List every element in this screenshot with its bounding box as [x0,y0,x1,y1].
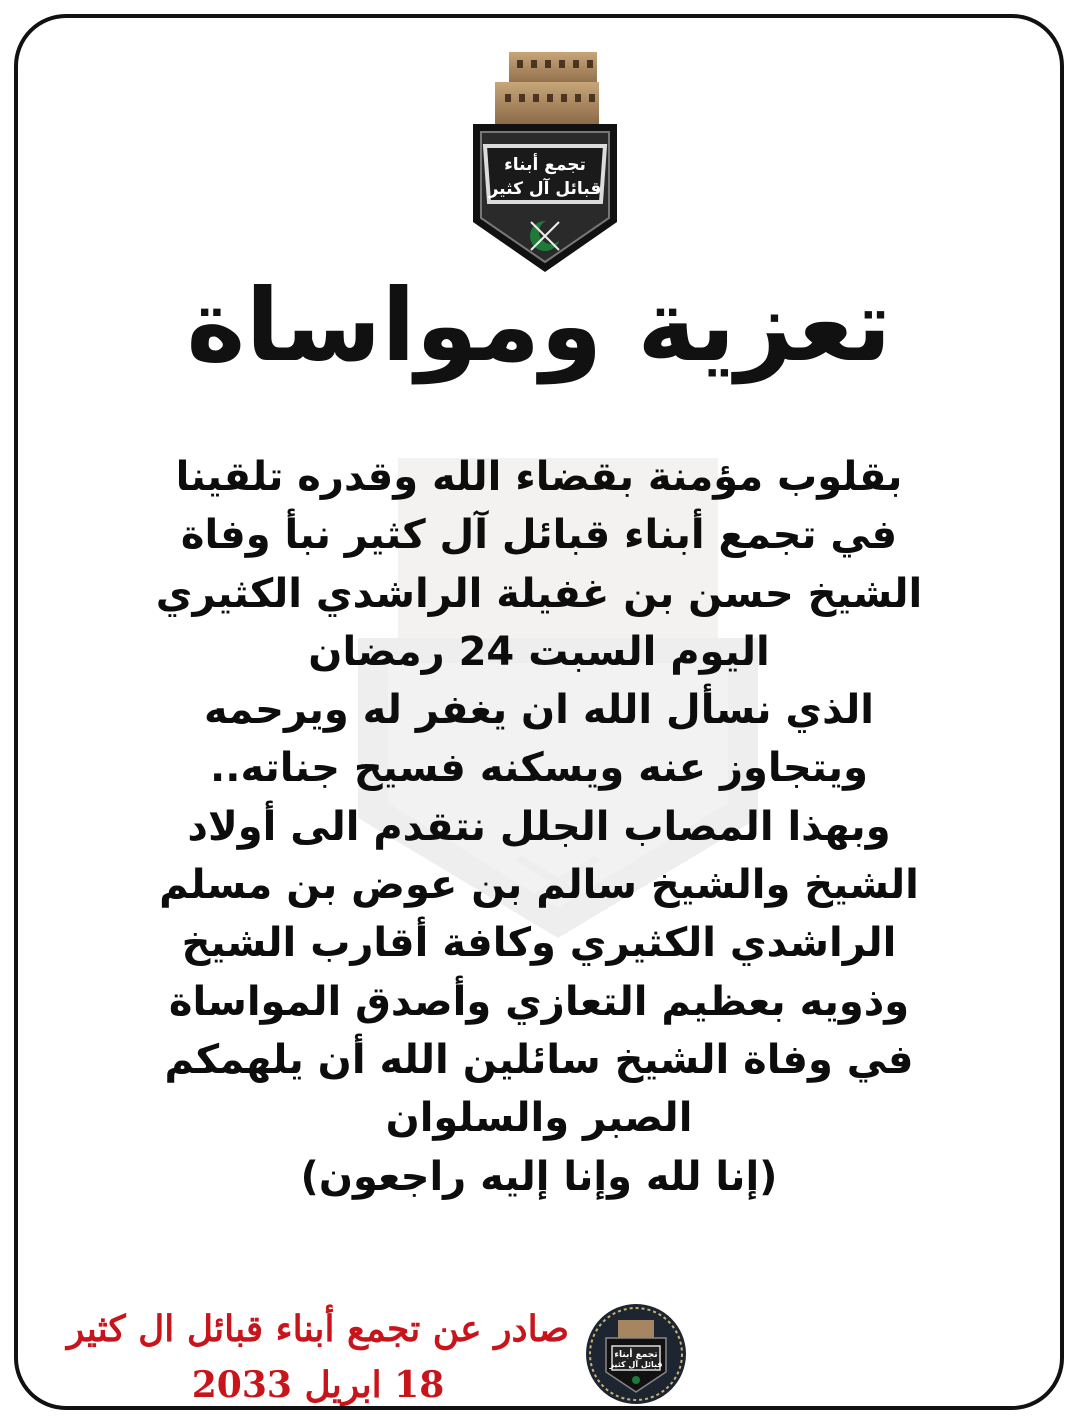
body-line: ويتجاوز عنه ويسكنه فسيح جناته.. [210,745,868,792]
body-line: الشيخ حسن بن غفيلة الراشدي الكثيري [155,570,923,617]
small-logo-line1: تجمع أبناء [614,1350,658,1360]
tribe-logo-icon [465,46,625,278]
body-line: في تجمع أبناء قبائل آل كثير نبأ وفاة [180,512,898,559]
condolence-body [78,448,1000,1206]
body-line: وبهذا المصاب الجلل نتقدم الى أولاد [187,803,891,850]
body-line: بقلوب مؤمنة بقضاء الله وقدره تلقينا [175,454,903,500]
body-line: الشيخ والشيخ سالم بن عوض بن مسلم [159,862,919,909]
body-line: الراشدي الكثيري وكافة أقارب الشيخ [181,920,897,967]
body-line: اليوم السبت 24 رمضان [308,628,770,675]
tribe-round-logo-icon [584,1302,688,1406]
body-line: في وفاة الشيخ سائلين الله أن يلهمكم [164,1036,914,1083]
notice-frame [14,14,1064,1410]
issuer-text: صادر عن تجمع أبناء قبائل ال كثير [66,1308,570,1350]
body-line: الذي نسأل الله ان يغفر له ويرحمه [204,687,874,734]
body-line: الصبر والسلوان [385,1095,693,1142]
small-logo-line2: قبائل آل كثير [609,1360,663,1369]
logo-line1: تجمع أبناء [504,155,586,175]
body-line: وذويه بعظيم التعازي وأصدق المواساة [168,978,910,1025]
page-title: تعزية ومواساة [186,267,892,384]
logo-line2: قبائل آل كثير [488,179,602,199]
body-line: (إنا لله وإنا إليه راجعون) [300,1153,778,1200]
issue-date: 18 ابريل 2033 [191,1364,445,1406]
